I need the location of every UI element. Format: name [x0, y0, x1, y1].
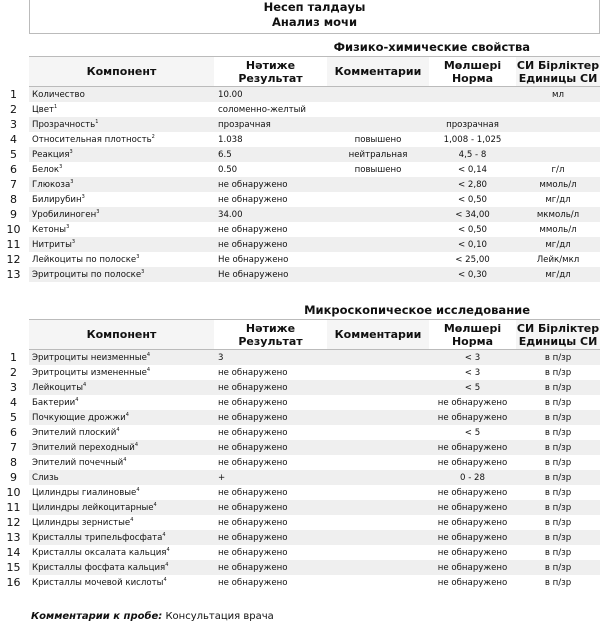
- footnote-mark: 3: [59, 164, 63, 171]
- comment-cell: [327, 410, 429, 425]
- row-number: 9: [10, 471, 17, 484]
- table-row: [29, 365, 600, 380]
- component-cell: [29, 380, 214, 395]
- comment-cell: повышено: [327, 162, 429, 177]
- component-cell: [29, 575, 214, 590]
- footnote-mark: 3: [136, 254, 140, 261]
- unit-cell: в п/зр: [516, 575, 600, 590]
- comment-cell: [327, 470, 429, 485]
- component-cell: [29, 350, 214, 366]
- unit-cell: в п/зр: [516, 515, 600, 530]
- component-name: Цвет: [32, 104, 55, 115]
- result-cell: прозрачная: [214, 117, 327, 132]
- component-name: Кристаллы мочевой кислоты: [32, 577, 164, 588]
- component-name: Эпителий почечный: [32, 457, 124, 468]
- footnote-mark: 2: [151, 134, 155, 141]
- norm-cell: < 2,80: [429, 177, 516, 192]
- table-row: [29, 177, 600, 192]
- unit-cell: г/л: [516, 162, 600, 177]
- result-cell: не обнаружено: [214, 192, 327, 207]
- component-cell: [29, 440, 214, 455]
- component-cell: [29, 560, 214, 575]
- component-cell: [29, 192, 214, 207]
- unit-cell: мг/дл: [516, 192, 600, 207]
- row-number: 4: [10, 133, 17, 146]
- result-cell: 3: [214, 350, 327, 366]
- col-comments-header: Комментарии: [327, 320, 429, 350]
- norm-cell: < 0,30: [429, 267, 516, 282]
- table-row: [29, 560, 600, 575]
- component-name: Эритроциты по полоске: [32, 269, 142, 280]
- footnote-mark: 4: [146, 352, 151, 359]
- comment-cell: [327, 560, 429, 575]
- result-cell: не обнаружено: [214, 222, 327, 237]
- col-component-header: Компонент: [29, 320, 214, 350]
- comment-cell: [327, 530, 429, 545]
- result-cell: соломенно-желтый: [214, 102, 327, 117]
- footnote-mark: 3: [81, 194, 85, 201]
- footnote-mark: 1: [54, 104, 58, 111]
- unit-cell: в п/зр: [516, 560, 600, 575]
- component-name: Эритроциты измененные: [32, 367, 147, 378]
- row-number: 13: [6, 268, 21, 281]
- component-cell: [29, 237, 214, 252]
- row-number: 11: [6, 238, 21, 251]
- result-cell: не обнаружено: [214, 395, 327, 410]
- comment-cell: [327, 545, 429, 560]
- unit-cell: Лейк/мкл: [516, 252, 600, 267]
- row-number: 14: [6, 546, 21, 559]
- norm-cell: 0 - 28: [429, 470, 516, 485]
- norm-cell: не обнаружено: [429, 455, 516, 470]
- norm-cell: не обнаружено: [429, 410, 516, 425]
- norm-cell: < 0,50: [429, 222, 516, 237]
- table-row: [29, 545, 600, 560]
- unit-cell: в п/зр: [516, 440, 600, 455]
- unit-cell: [516, 102, 600, 117]
- norm-cell: < 0,14: [429, 162, 516, 177]
- component-cell: [29, 117, 214, 132]
- result-cell: Не обнаружено: [214, 267, 327, 282]
- unit-cell: мл: [516, 87, 600, 103]
- component-name: Реакция: [32, 149, 70, 160]
- row-number: 10: [6, 486, 21, 499]
- comment-cell: [327, 485, 429, 500]
- col-norm-header: Мөлшері Норма: [429, 57, 516, 87]
- component-cell: [29, 530, 214, 545]
- footnote-mark: 3: [66, 224, 70, 231]
- table-row: [29, 162, 600, 177]
- norm-cell: не обнаружено: [429, 395, 516, 410]
- result-cell: не обнаружено: [214, 177, 327, 192]
- table-row: [29, 470, 600, 485]
- component-name: Уробилиноген: [32, 209, 97, 220]
- row-number: 12: [6, 253, 21, 266]
- component-name: Нитриты: [32, 239, 72, 250]
- unit-cell: в п/зр: [516, 485, 600, 500]
- unit-cell: [516, 147, 600, 162]
- col-units-header: СИ Бірліктер Единицы СИ: [516, 321, 600, 348]
- norm-cell: не обнаружено: [429, 485, 516, 500]
- physchem-section-title: Физико-химические свойства: [333, 40, 530, 54]
- norm-cell: не обнаружено: [429, 560, 516, 575]
- table-row: [29, 192, 600, 207]
- comment-cell: [327, 380, 429, 395]
- comment-cell: [327, 192, 429, 207]
- component-cell: [29, 162, 214, 177]
- result-cell: не обнаружено: [214, 575, 327, 590]
- comment-cell: [327, 102, 429, 117]
- table-row: [29, 237, 600, 252]
- col-result-header: Нәтиже Результат: [214, 57, 327, 87]
- component-name: Почкующие дрожжи: [32, 412, 126, 423]
- unit-cell: в п/зр: [516, 395, 600, 410]
- component-cell: [29, 222, 214, 237]
- component-cell: [29, 425, 214, 440]
- table-row: [29, 485, 600, 500]
- col-units-header: СИ Бірліктер Единицы СИ: [516, 58, 600, 85]
- row-number: 11: [6, 501, 21, 514]
- footnote-mark: 4: [166, 547, 170, 554]
- norm-cell: не обнаружено: [429, 440, 516, 455]
- norm-cell: не обнаружено: [429, 545, 516, 560]
- row-number: 16: [6, 576, 21, 589]
- unit-cell: мг/дл: [516, 237, 600, 252]
- row-number: 7: [10, 441, 17, 454]
- result-cell: не обнаружено: [214, 530, 327, 545]
- comment-cell: [327, 222, 429, 237]
- unit-cell: в п/зр: [516, 410, 600, 425]
- unit-cell: в п/зр: [516, 380, 600, 395]
- result-cell: +: [214, 470, 327, 485]
- component-name: Кристаллы оксалата кальция: [32, 547, 167, 558]
- result-cell: не обнаружено: [214, 500, 327, 515]
- result-cell: 1.038: [214, 132, 327, 147]
- result-cell: 6.5: [214, 147, 327, 162]
- norm-cell: не обнаружено: [429, 530, 516, 545]
- result-cell: не обнаружено: [214, 440, 327, 455]
- norm-cell: < 3: [429, 350, 516, 366]
- component-name: Кристаллы трипельфосфата: [32, 532, 163, 543]
- footnote-mark: 3: [96, 209, 100, 216]
- unit-cell: в п/зр: [516, 500, 600, 515]
- unit-cell: в п/зр: [516, 545, 600, 560]
- col-component-header: Компонент: [29, 57, 214, 87]
- comment-cell: [327, 365, 429, 380]
- norm-cell: не обнаружено: [429, 575, 516, 590]
- component-name: Эпителий переходный: [32, 442, 135, 453]
- unit-cell: мг/дл: [516, 267, 600, 282]
- component-cell: [29, 455, 214, 470]
- result-cell: не обнаружено: [214, 485, 327, 500]
- table-row: [29, 575, 600, 590]
- component-cell: [29, 515, 214, 530]
- result-cell: Не обнаружено: [214, 252, 327, 267]
- table-row: [29, 350, 600, 366]
- norm-cell: < 34,00: [429, 207, 516, 222]
- component-cell: [29, 102, 214, 117]
- component-cell: [29, 500, 214, 515]
- comment-cell: [327, 500, 429, 515]
- component-cell: [29, 177, 214, 192]
- norm-cell: < 5: [429, 380, 516, 395]
- table-row: [29, 530, 600, 545]
- row-number: 10: [6, 223, 21, 236]
- row-number: 6: [10, 426, 17, 439]
- row-number: 7: [10, 178, 17, 191]
- result-cell: 34.00: [214, 207, 327, 222]
- component-cell: [29, 545, 214, 560]
- norm-cell: не обнаружено: [429, 500, 516, 515]
- result-cell: не обнаружено: [214, 237, 327, 252]
- row-number: 5: [10, 148, 17, 161]
- comment-cell: [327, 575, 429, 590]
- row-number: 3: [10, 118, 17, 131]
- component-cell: [29, 365, 214, 380]
- component-cell: [29, 410, 214, 425]
- component-name: Лейкоциты: [32, 382, 84, 393]
- comment-cell: [327, 252, 429, 267]
- comment-cell: [327, 207, 429, 222]
- unit-cell: в п/зр: [516, 455, 600, 470]
- table-row: [29, 425, 600, 440]
- footnote-mark: 4: [123, 457, 127, 464]
- title-russian: Анализ мочи: [271, 15, 358, 29]
- component-name: Бактерии: [32, 397, 76, 408]
- row-number: 4: [10, 396, 17, 409]
- report-title-box: [29, 0, 600, 34]
- table-row: [29, 380, 600, 395]
- comment-cell: [327, 440, 429, 455]
- comment-cell: повышено: [327, 132, 429, 147]
- result-cell: 0.50: [214, 162, 327, 177]
- micro-section-title: Микроскопическое исследование: [304, 303, 530, 317]
- component-name: Цилиндры гиалиновые: [32, 487, 137, 498]
- norm-cell: 4,5 - 8: [429, 147, 516, 162]
- component-cell: [29, 470, 214, 485]
- footnote-mark: 3: [71, 239, 76, 246]
- row-number: 12: [6, 516, 21, 529]
- table-row: [29, 410, 600, 425]
- table-row: [29, 87, 600, 103]
- micro-table: [29, 319, 600, 590]
- footnote-mark: 4: [83, 382, 87, 389]
- norm-cell: прозрачная: [429, 117, 516, 132]
- norm-cell: [429, 102, 516, 117]
- unit-cell: в п/зр: [516, 425, 600, 440]
- unit-cell: [516, 132, 600, 147]
- component-name: Относительная плотность: [32, 134, 152, 145]
- result-cell: не обнаружено: [214, 560, 327, 575]
- table-row: [29, 207, 600, 222]
- row-number: 13: [6, 531, 21, 544]
- row-number: 2: [10, 366, 17, 379]
- unit-cell: ммоль/л: [516, 177, 600, 192]
- row-number: 1: [10, 88, 17, 101]
- row-number: 6: [10, 163, 17, 176]
- result-cell: не обнаружено: [214, 380, 327, 395]
- component-cell: [29, 87, 214, 103]
- row-number: 8: [10, 456, 17, 469]
- unit-cell: в п/зр: [516, 530, 600, 545]
- sample-comment-value: Консультация врача: [165, 611, 274, 622]
- unit-cell: [516, 117, 600, 132]
- component-name: Билирубин: [32, 194, 82, 205]
- component-cell: [29, 485, 214, 500]
- table-row: [29, 147, 600, 162]
- comment-cell: [327, 350, 429, 366]
- unit-cell: в п/зр: [516, 365, 600, 380]
- component-name: Цилиндры лейкоцитарные: [32, 502, 154, 513]
- footnote-mark: 4: [116, 427, 120, 434]
- result-cell: не обнаружено: [214, 515, 327, 530]
- unit-cell: ммоль/л: [516, 222, 600, 237]
- physchem-table: [29, 56, 600, 282]
- comment-cell: [327, 177, 429, 192]
- norm-cell: [429, 87, 516, 103]
- comment-cell: [327, 237, 429, 252]
- comment-cell: [327, 425, 429, 440]
- sample-comment-label: Комментарии к пробе:: [31, 611, 163, 622]
- footnote-mark: 4: [134, 442, 139, 449]
- component-name: Эпителий плоский: [32, 427, 117, 438]
- row-number: 5: [10, 411, 17, 424]
- footnote-mark: 4: [153, 502, 157, 509]
- norm-cell: < 0,10: [429, 237, 516, 252]
- comment-cell: нейтральная: [327, 147, 429, 162]
- title-kazakh: Несеп талдауы: [263, 0, 366, 14]
- footnote-mark: 3: [69, 149, 73, 156]
- table-row: [29, 117, 600, 132]
- row-number: 9: [10, 208, 17, 221]
- unit-cell: мкмоль/л: [516, 207, 600, 222]
- component-name: Кетоны: [32, 224, 67, 235]
- component-name: Кристаллы фосфата кальция: [32, 562, 166, 573]
- table-row: [29, 440, 600, 455]
- col-comments-header: Комментарии: [327, 57, 429, 87]
- comment-cell: [327, 267, 429, 282]
- component-cell: [29, 147, 214, 162]
- component-cell: [29, 395, 214, 410]
- norm-cell: < 0,50: [429, 192, 516, 207]
- result-cell: 10.00: [214, 87, 327, 103]
- row-number: 3: [10, 381, 17, 394]
- norm-cell: < 3: [429, 365, 516, 380]
- table-row: [29, 500, 600, 515]
- table-row: [29, 102, 600, 117]
- footnote-mark: 4: [75, 397, 79, 404]
- col-norm-header: Мөлшері Норма: [429, 320, 516, 350]
- footnote-mark: 3: [141, 269, 145, 276]
- footnote-mark: 3: [70, 179, 74, 186]
- table-row: [29, 515, 600, 530]
- result-cell: не обнаружено: [214, 545, 327, 560]
- footnote-mark: 4: [162, 532, 166, 539]
- result-cell: не обнаружено: [214, 425, 327, 440]
- norm-cell: < 25,00: [429, 252, 516, 267]
- result-cell: не обнаружено: [214, 455, 327, 470]
- component-name: Белок: [32, 164, 60, 175]
- result-cell: не обнаружено: [214, 410, 327, 425]
- component-cell: [29, 207, 214, 222]
- comment-cell: [327, 117, 429, 132]
- footnote-mark: 4: [146, 367, 151, 374]
- table-row: [29, 132, 600, 147]
- component-name: Лейкоциты по полоске: [32, 254, 137, 265]
- norm-cell: 1,008 - 1,025: [429, 132, 516, 147]
- component-name: Глюкоза: [32, 179, 71, 190]
- row-number: 2: [10, 103, 17, 116]
- component-cell: [29, 132, 214, 147]
- micro-rows: [29, 350, 600, 591]
- footnote-mark: 4: [163, 577, 167, 584]
- component-name: Слизь: [32, 472, 59, 483]
- component-name: Количество: [32, 89, 85, 100]
- component-name: Цилиндры зернистые: [32, 517, 131, 528]
- table-row: [29, 252, 600, 267]
- result-cell: не обнаружено: [214, 365, 327, 380]
- comment-cell: [327, 395, 429, 410]
- footnote-mark: 1: [95, 119, 99, 126]
- unit-cell: в п/зр: [516, 350, 600, 366]
- table-row: [29, 455, 600, 470]
- norm-cell: не обнаружено: [429, 515, 516, 530]
- footnote-mark: 4: [165, 562, 169, 569]
- table-row: [29, 222, 600, 237]
- comment-cell: [327, 455, 429, 470]
- component-name: Прозрачность: [32, 119, 96, 130]
- footnote-mark: 4: [130, 517, 134, 524]
- table-row: [29, 267, 600, 282]
- component-name: Эритроциты неизменные: [32, 352, 147, 363]
- row-number: 1: [10, 351, 17, 364]
- physchem-rows: [29, 87, 600, 283]
- footnote-mark: 4: [125, 412, 129, 419]
- unit-cell: в п/зр: [516, 470, 600, 485]
- comment-cell: [327, 87, 429, 103]
- col-result-header: Нәтиже Результат: [214, 320, 327, 350]
- comment-cell: [327, 515, 429, 530]
- row-number: 15: [6, 561, 21, 574]
- table-row: [29, 395, 600, 410]
- component-cell: [29, 252, 214, 267]
- norm-cell: < 5: [429, 425, 516, 440]
- row-number: 8: [10, 193, 17, 206]
- component-cell: [29, 267, 214, 282]
- sample-comment: [31, 611, 274, 622]
- footnote-mark: 4: [136, 487, 140, 494]
